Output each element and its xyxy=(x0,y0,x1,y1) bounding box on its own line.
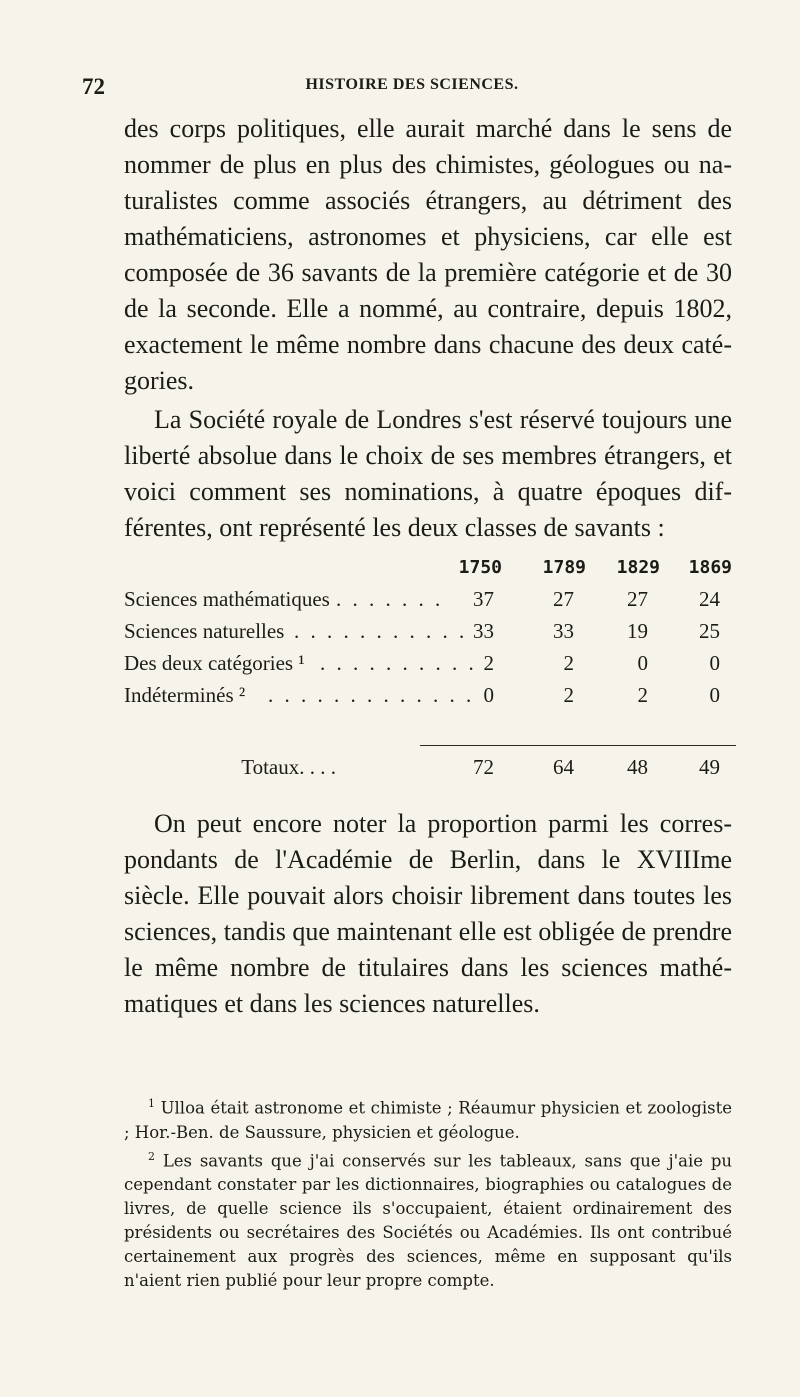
footnotes xyxy=(124,1092,732,1293)
row-label: Des deux catégories ¹ xyxy=(124,651,305,675)
cell-value: 0 xyxy=(483,683,494,707)
table-header-row xyxy=(124,557,734,583)
cell-value: 33 xyxy=(553,619,574,643)
page-number: 72 xyxy=(82,74,105,99)
cell-value: 27 xyxy=(553,587,574,611)
row-label: Sciences mathématiques xyxy=(124,587,330,611)
total-value: 72 xyxy=(473,755,494,779)
footnote-number: 1 xyxy=(148,1097,155,1110)
leader-dots: . . . . . . . . . . . . . xyxy=(268,683,475,707)
leader-dots: . . . . . . . . . . . xyxy=(294,619,468,643)
totals-row xyxy=(124,755,734,783)
cell-value: 0 xyxy=(709,683,720,707)
year-1750: 1750 xyxy=(458,557,502,578)
cell-value: 33 xyxy=(473,619,494,643)
cell-value: 25 xyxy=(699,619,720,643)
year-1789: 1789 xyxy=(542,557,586,578)
page-header xyxy=(82,74,742,100)
running-title: HISTOIRE DES SCIENCES. xyxy=(305,76,519,93)
row-label: Indéterminés ² xyxy=(124,683,246,707)
total-value: 64 xyxy=(553,755,574,779)
cell-value: 19 xyxy=(627,619,648,643)
cell-value: 2 xyxy=(637,683,648,707)
paragraph-berlin: On peut encore noter la proportion parmi les correspondants de l'Académie de Berlin, dans le XVIIIme siècle. Elle pouvait alors choisir librement dans toutes les sciences, tandis que maintenant elle est obligée de prendre le même nombre de titulaires dans les sciences mathématiques et dans les sciences naturelles. xyxy=(124,809,732,1018)
paragraph-societe-royale: La Société royale de Londres s'est réservé toujours une liberté absolue dans le choix de ses membres étrangers, et voici comment ses nominations, à quatre époques différentes, ont représenté les deux classes de savants : xyxy=(124,405,732,542)
cell-value: 2 xyxy=(563,651,574,675)
leader-dots: . . . . . . . xyxy=(336,587,444,611)
cell-value: 2 xyxy=(483,651,494,675)
cell-value: 0 xyxy=(637,651,648,675)
footnote xyxy=(124,1145,732,1294)
total-value: 49 xyxy=(699,755,720,779)
table-row xyxy=(124,587,734,615)
totals-label: Totaux. . . . xyxy=(241,755,336,779)
total-value: 48 xyxy=(627,755,648,779)
cell-value: 24 xyxy=(699,587,720,611)
paragraph-academie: des corps politiques, elle aurait marché dans le sens de nommer de plus en plus des chimistes, géologues ou naturalistes comme associés étrangers, au détriment des mathématiciens, astronomes et physiciens, car elle est composée de 36 savants de la première catégorie et de 30 de la seconde. Elle a nommé, au contraire, depuis 1802, exactement le même nombre dans chacune des deux catégories. xyxy=(124,114,732,395)
year-1829: 1829 xyxy=(616,557,660,578)
cell-value: 2 xyxy=(563,683,574,707)
table-row xyxy=(124,651,734,679)
cell-value: 27 xyxy=(627,587,648,611)
totals-rule xyxy=(420,745,736,746)
year-1869: 1869 xyxy=(688,557,732,578)
leader-dots: . . . . . . . . . . xyxy=(320,651,477,675)
footnote-text: Ulloa était astronome et chimiste ; Réaumur physicien et zoologiste ; Hor.-Ben. de Saussure, physicien et géologue. xyxy=(124,1098,732,1142)
footnote-number: 2 xyxy=(148,1149,155,1163)
table-row xyxy=(124,683,734,711)
table-row xyxy=(124,619,734,647)
cell-value: 0 xyxy=(709,651,720,675)
row-label: Sciences naturelles xyxy=(124,619,285,643)
footnote xyxy=(124,1092,732,1145)
cell-value: 37 xyxy=(473,587,494,611)
footnote-text: Les savants que j'ai conservés sur les tableaux, sans que j'aie pu cependant constater par les dictionnaires, biographies ou catalogues de livres, de quelle science ils s'occupaient, étaient ordinairement des présidents ou secrétaires des Sociétés ou Académies. Ils ont contribué certainement aux progrès des sciences, même en supposant qu'ils n'aient rien publié pour leur propre compte. xyxy=(124,1151,733,1290)
